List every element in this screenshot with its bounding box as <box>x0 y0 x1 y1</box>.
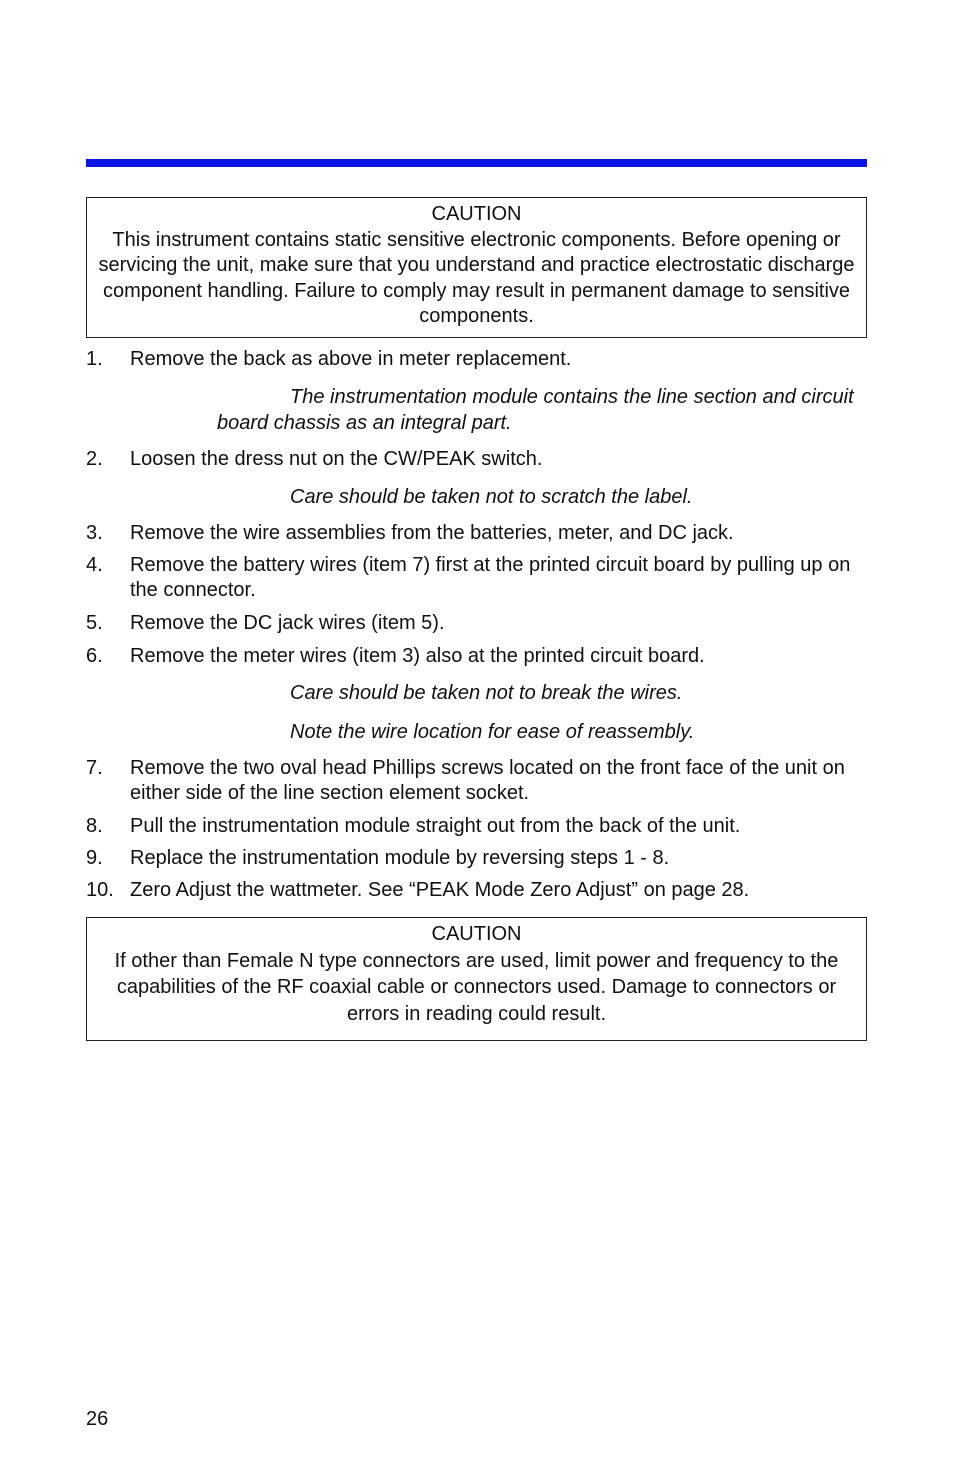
caution-title: CAUTION <box>431 203 522 225</box>
page-number: 26 <box>86 1408 109 1430</box>
caution-body: If other than Female N type connectors are used, limit power and frequency to the capabilities of the RF coaxial cable or connectors used. Damage to connectors or errors in reading could result. <box>114 949 839 1025</box>
step-number: 4. <box>86 554 103 576</box>
step-item <box>86 611 856 636</box>
step-number: 3. <box>86 522 103 544</box>
step-number: 9. <box>86 847 103 869</box>
step-text: Remove the back as above in meter replacement. <box>130 348 572 370</box>
step-text: Remove the battery wires (item 7) first at the printed circuit board by pulling up on the connector. <box>130 554 851 601</box>
step-text: Remove the wire assemblies from the batteries, meter, and DC jack. <box>130 522 734 544</box>
step-item <box>86 553 856 603</box>
step-item <box>86 814 856 839</box>
header-rule <box>86 159 867 167</box>
caution-box-static <box>86 197 867 338</box>
step-number: 6. <box>86 645 103 667</box>
step-item <box>86 756 856 806</box>
step-number: 8. <box>86 815 103 837</box>
step-item <box>86 846 856 871</box>
step-text: Remove the DC jack wires (item 5). <box>130 612 445 634</box>
step-number: 7. <box>86 757 103 779</box>
step-number: 5. <box>86 612 103 634</box>
step-note: The instrumentation module contains the line section and circuit board chassis as an integral part. <box>217 386 854 434</box>
step-note: Care should be taken not to break the wires. <box>290 682 683 704</box>
step-text: Remove the meter wires (item 3) also at the printed circuit board. <box>130 645 705 667</box>
step-item <box>86 347 856 372</box>
step-text: Replace the instrumentation module by reversing steps 1 - 8. <box>130 847 670 869</box>
step-number: 1. <box>86 348 103 370</box>
step-text: Remove the two oval head Phillips screws located on the front face of the unit on either side of the line section element socket. <box>130 757 845 804</box>
caution-box-connectors <box>86 917 867 1041</box>
step-text: Zero Adjust the wattmeter. See “PEAK Mode Zero Adjust” on page 28. <box>130 879 750 901</box>
step-text: Loosen the dress nut on the CW/PEAK switch. <box>130 448 543 470</box>
step-item <box>86 878 856 903</box>
caution-body: This instrument contains static sensitive electronic components. Before opening or servicing the unit, make sure that you understand and practice electrostatic discharge component handling. Failure to comply may result in permanent damage to sensitive components. <box>98 228 855 327</box>
step-note: Note the wire location for ease of reassembly. <box>290 721 695 743</box>
step-number: 2. <box>86 448 103 470</box>
step-item <box>86 521 856 546</box>
step-item <box>86 447 856 472</box>
step-note: Care should be taken not to scratch the label. <box>290 486 693 508</box>
step-text: Pull the instrumentation module straight out from the back of the unit. <box>130 815 741 837</box>
step-number: 10. <box>86 879 114 901</box>
step-item <box>86 644 856 669</box>
caution-title: CAUTION <box>431 923 522 945</box>
